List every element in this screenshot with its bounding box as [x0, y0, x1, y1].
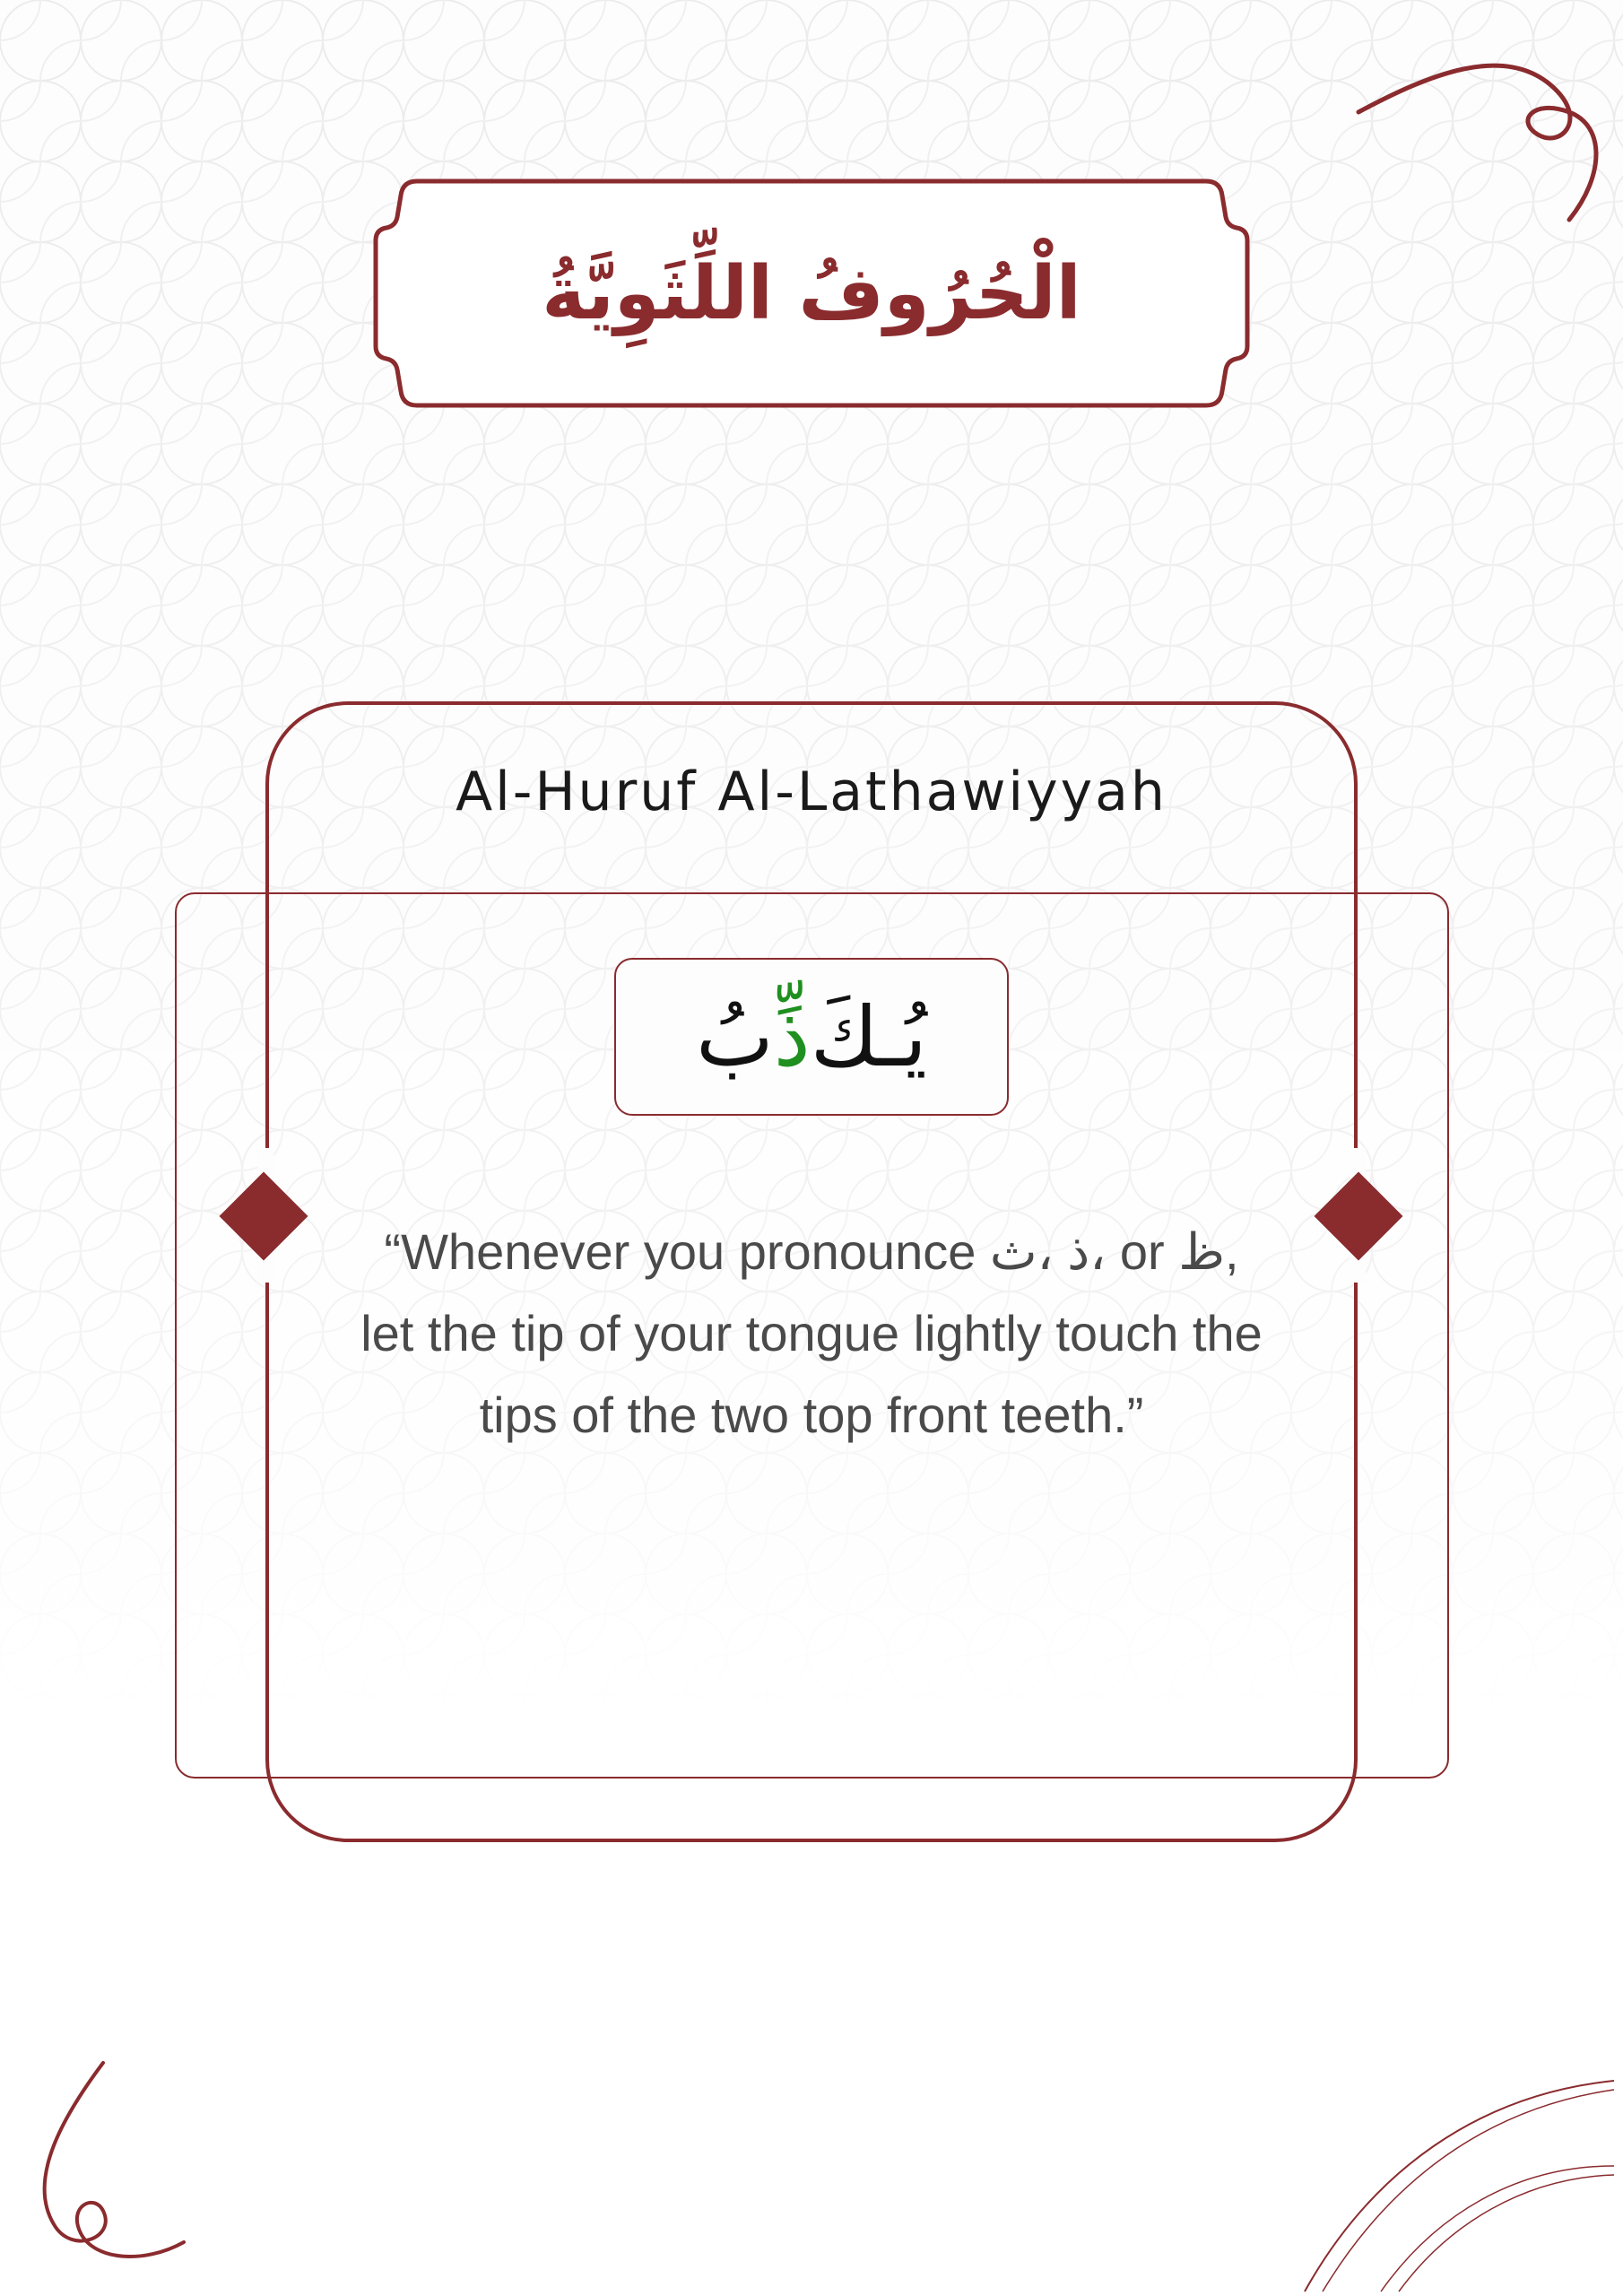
example-word-box	[614, 958, 1009, 1116]
example-word-after: بُ	[696, 988, 774, 1085]
title-plaque	[372, 178, 1251, 409]
pronunciation-quote: “Whenever you pronounce ذ ،ث، or ظ, let the tip of your tongue lightly touch the tips of the two top front teeth.”	[360, 1223, 1263, 1443]
swirl-bottom-left-icon	[18, 2045, 197, 2278]
card-subtitle: Al-Huruf Al-Lathawiyyah	[456, 761, 1167, 823]
swirl-top-right-icon	[1345, 27, 1614, 233]
arabic-title: الْحُرُوفُ اللِّثَوِيَّةُ	[542, 250, 1081, 336]
example-word-highlight: ذِّ	[773, 988, 811, 1085]
example-word-before: يُـكَ	[810, 988, 927, 1085]
arcs-bottom-right-icon	[1273, 2063, 1623, 2296]
